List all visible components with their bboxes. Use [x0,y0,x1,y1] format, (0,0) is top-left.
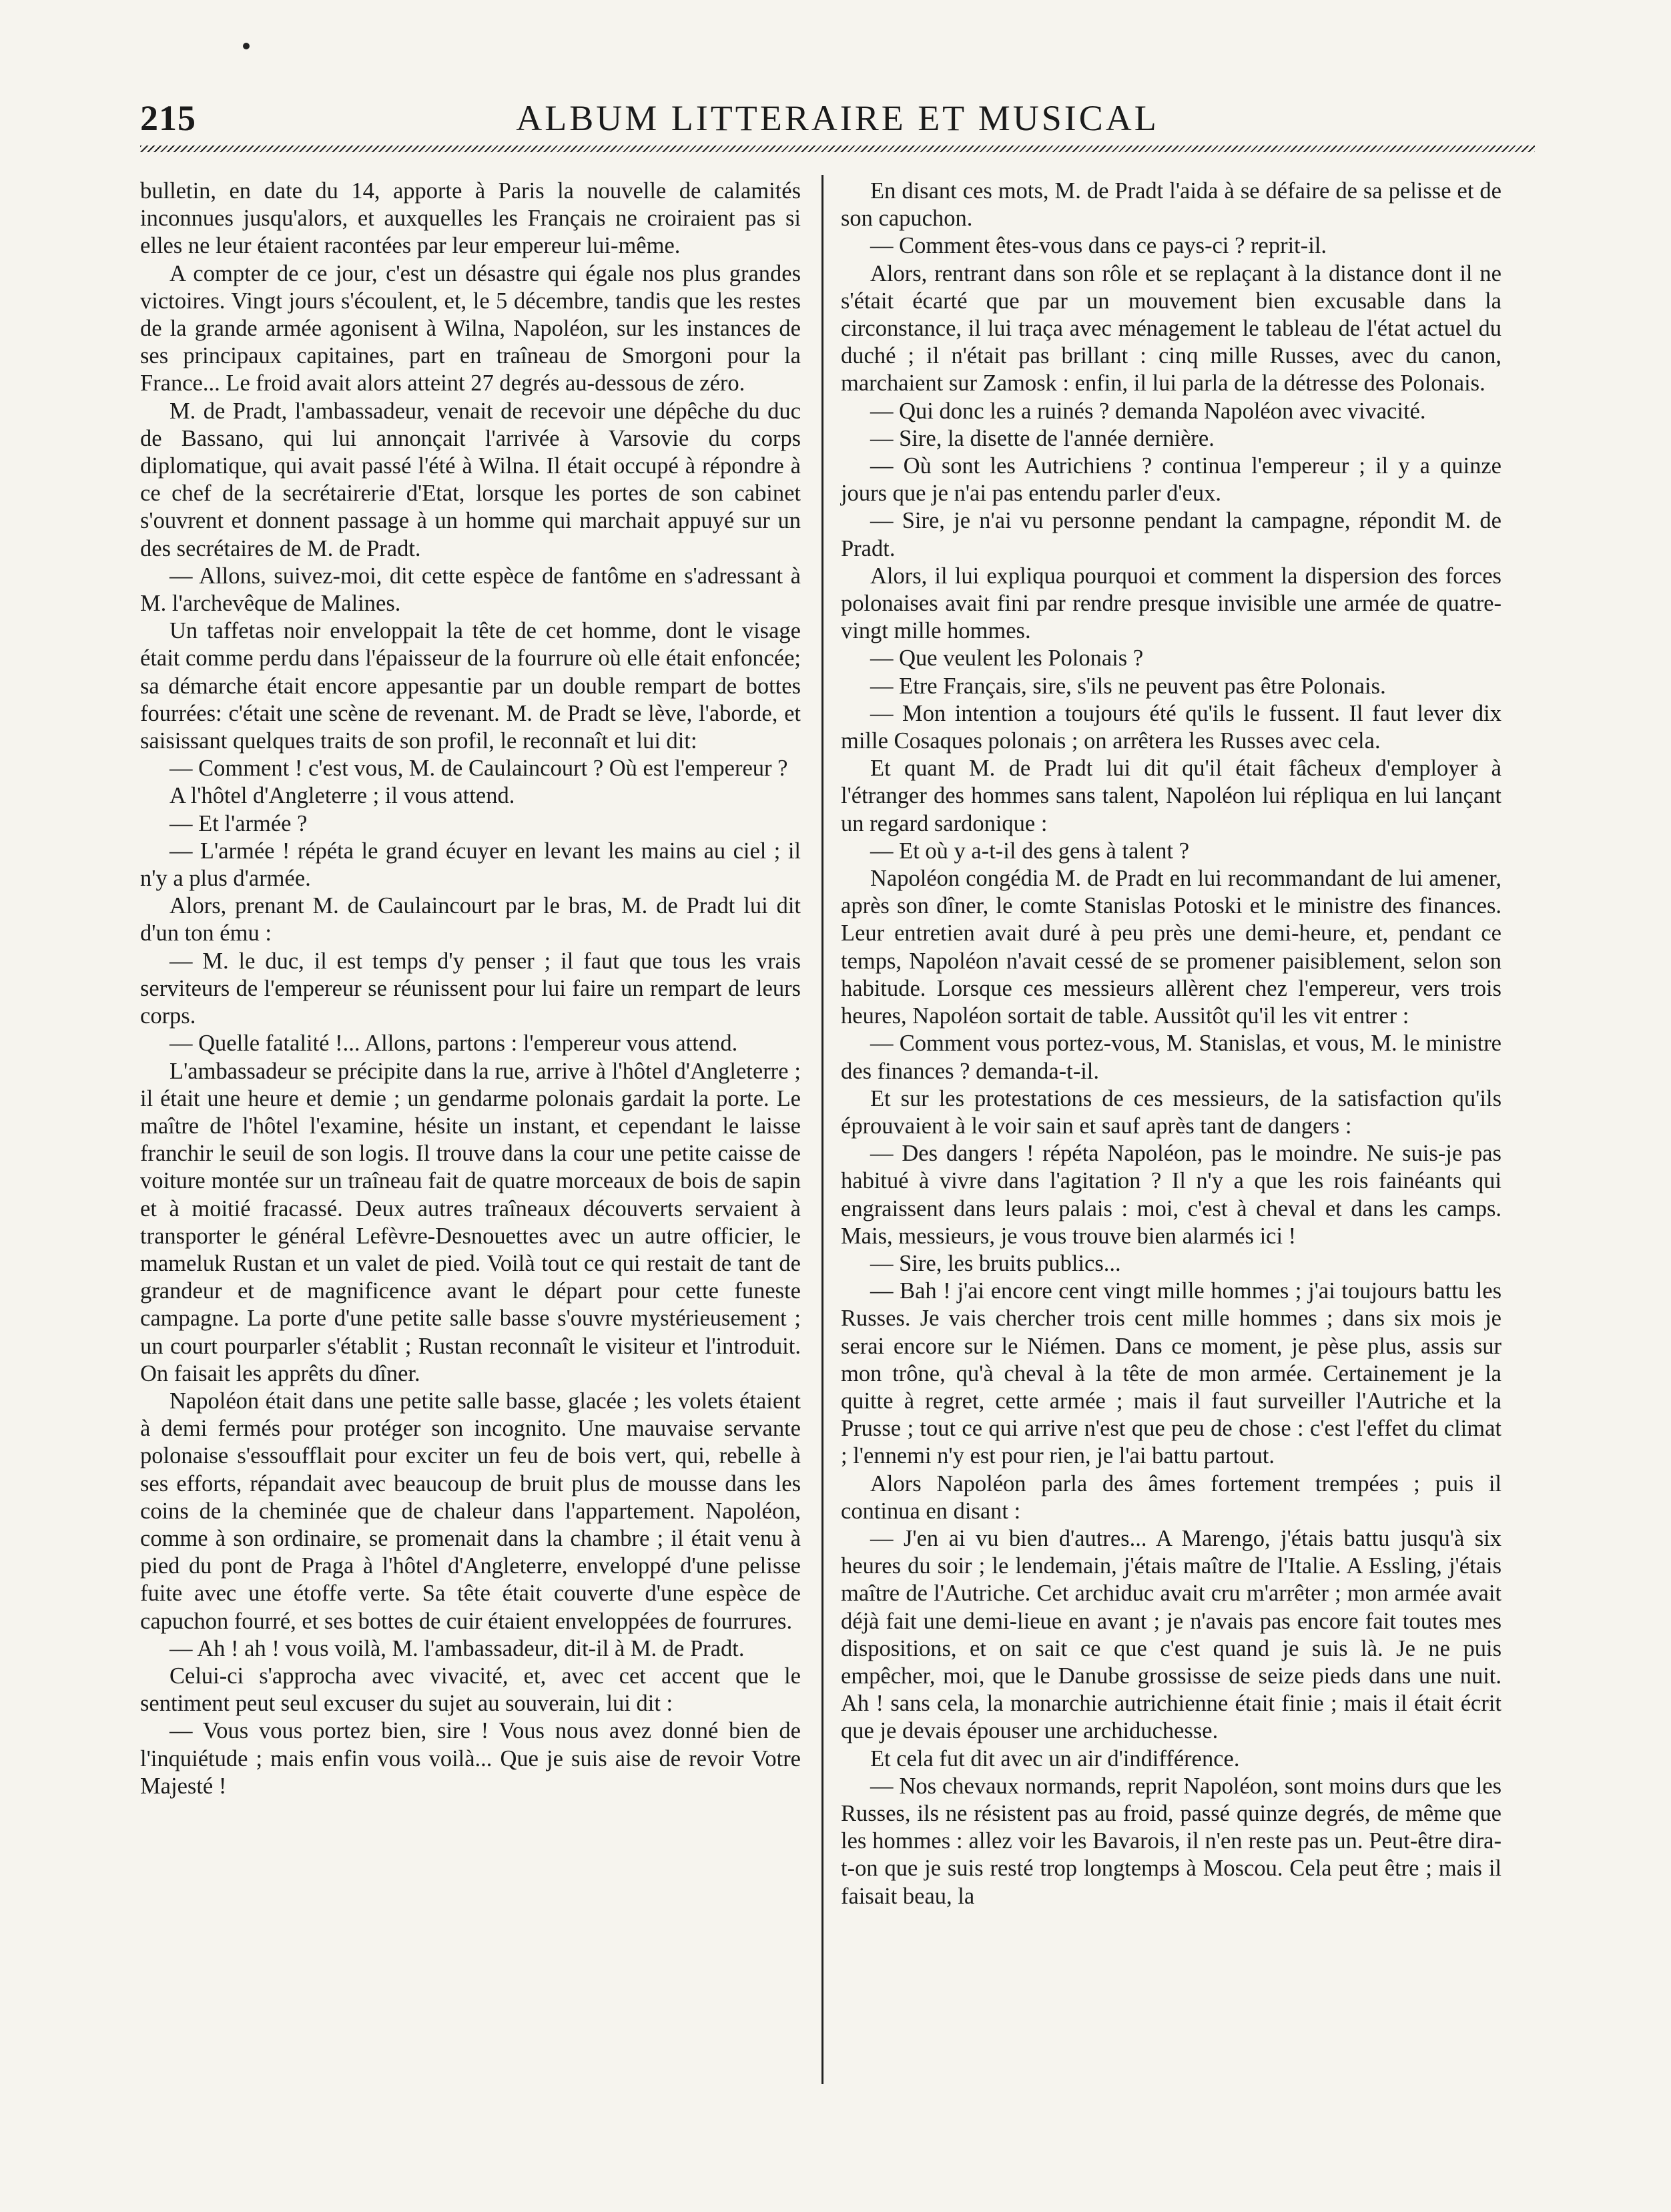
paragraph: — L'armée ! répéta le grand écuyer en levant les mains au ciel ; il n'y a plus d'armée. [140,838,801,892]
right-column [841,178,1501,1910]
paragraph: A compter de ce jour, c'est un désastre qui égale nos plus grandes victoires. Vingt jours s'écoulent, et, le 5 décembre, tandis que les restes de la grande armée agonisent à Wilna, Napoléon, sur les instances de ses principaux capitaines, part en traîneau de Smorgoni pour la France... Le froid avait alors atteint 27 degrés au-dessous de zéro. [140,260,801,396]
paragraph: Alors, rentrant dans son rôle et se replaçant à la distance dont il ne s'était écarté que par un mouvement bien excusable dans la circonstance, il lui traça avec ménagement le tableau de l'état actuel du duché ; il n'était pas brillant : cinq mille Russes, avec du canon, marchaient sur Zamosk : enfin, il lui parla de la détresse des Polonais. [841,260,1501,396]
paragraph: — Mon intention a toujours été qu'ils le fussent. Il faut lever dix mille Cosaques polonais ; on arrêtera les Russes avec cela. [841,700,1501,754]
paragraph: Alors, prenant M. de Caulaincourt par le bras, M. de Pradt lui dit d'un ton ému : [140,893,801,946]
paragraph: Napoléon était dans une petite salle basse, glacée ; les volets étaient à demi fermés pour protéger son incognito. Une mauvaise servante polonaise s'essoufflait pour exciter un feu de bois vert, qui, rebelle à ses efforts, répandait avec beaucoup de bruit plus de mousse dans les coins de la cheminée que de chaleur dans l'appartement. Napoléon, comme à son ordinaire, se promenait dans la chambre ; il était venu à pied du pont de Praga à l'hôtel d'Angleterre, enveloppé d'une pelisse fuite avec une étoffe verte. Sa tête était couverte d'une espèce de capuchon fourré, et ses bottes de cuir étaient enveloppées de fourrures. [140,1388,801,1634]
paragraph: — Quelle fatalité !... Allons, partons : l'empereur vous attend. [170,1031,738,1057]
paragraph: — Et l'armée ? [170,810,308,836]
paragraph: Alors Napoléon parla des âmes fortement trempées ; puis il continua en disant : [841,1470,1501,1524]
ink-dot [243,43,250,49]
paragraph: — Comment êtes-vous dans ce pays-ci ? reprit-il. [870,233,1327,259]
paragraph: Un taffetas noir enveloppait la tête de cet homme, dont le visage était comme perdu dans l'épaisseur de la fourrure où elle était enfoncée; sa démarche était encore appesantie par un double rempart de bottes fourrées: c'était une scène de revenant. M. de Pradt se lève, l'aborde, et saisissant quelques traits de son profil, le reconnaît et lui dit: [140,618,801,754]
paragraph: — Où sont les Autrichiens ? continua l'empereur ; il y a quinze jours que je n'ai pas entendu parler d'eux. [841,453,1501,507]
paragraph: M. de Pradt, l'ambassadeur, venait de recevoir une dépêche du duc de Bassano, qui lui annonçait l'arrivée à Varsovie du corps diplomatique, qui avait passé l'été à Wilna. Il était occupé à répondre à ce chef de la secrétairerie d'Etat, lorsque les portes de son cabinet s'ouvrent et donnent passage à un homme qui marchait appuyé sur un des secrétaires de M. de Pradt. [140,398,801,561]
paragraph: — Et où y a-t-il des gens à talent ? [870,838,1190,864]
paragraph: — Vous vous portez bien, sire ! Vous nous avez donné bien de l'inquiétude ; mais enfin vous voilà... Que je suis aise de revoir Votre Majesté ! [140,1718,801,1799]
paragraph: bulletin, en date du 14, apporte à Paris la nouvelle de calamités inconnues jusqu'alors, et auxquelles les Français ne croiraient pas si elles ne leur étaient racontées par leur empereur lui-même. [140,178,801,259]
paragraph: — Sire, les bruits publics... [870,1250,1121,1276]
paragraph: — Sire, je n'ai vu personne pendant la campagne, répondit M. de Pradt. [841,508,1501,561]
paragraph: Celui-ci s'approcha avec vivacité, et, avec cet accent que le sentiment peut seul excuser du sujet au souverain, lui dit : [140,1663,801,1717]
paragraph: — Bah ! j'ai encore cent vingt mille hommes ; j'ai toujours battu les Russes. Je vais chercher trois cent mille hommes ; dans six mois je serai encore sur le Niémen. Dans ce moment, je pèse plus, assis sur mon trône, qu'à cheval à la tête de mon armée. Certainement je la quitte à regret, cette armée ; mais il faut surveiller l'Autriche et la Prusse ; tout ce qui arrive n'est que peu de chose : c'est l'effet du climat ; l'ennemi n'y est pour rien, je l'ai battu partout. [841,1278,1501,1469]
paragraph: — Allons, suivez-moi, dit cette espèce de fantôme en s'adressant à M. l'archevêque de Malines. [140,563,801,617]
paragraph: — Que veulent les Polonais ? [870,645,1144,671]
paragraph: — Comment ! c'est vous, M. de Caulaincourt ? Où est l'empereur ? [170,756,788,782]
paragraph: — Qui donc les a ruinés ? demanda Napoléon avec vivacité. [870,398,1426,424]
page-number: 215 [140,98,196,138]
paragraph: — Etre Français, sire, s'ils ne peuvent pas être Polonais. [870,673,1386,699]
paragraph: — Sire, la disette de l'année dernière. [870,425,1215,451]
header-rule [140,146,1535,152]
paragraph: Et cela fut dit avec un air d'indifférence. [870,1745,1240,1771]
paragraph: — Comment vous portez-vous, M. Stanislas, et vous, M. le ministre des finances ? demanda-t-il. [841,1031,1501,1084]
column-divider [821,175,823,2084]
paragraph: A l'hôtel d'Angleterre ; il vous attend. [170,783,515,809]
running-title: ALBUM LITTERAIRE ET MUSICAL [516,98,1159,138]
paragraph: — M. le duc, il est temps d'y penser ; il faut que tous les vrais serviteurs de l'empereur se réunissent pour lui faire un rempart de leurs corps. [140,948,801,1029]
paragraph: — Ah ! ah ! vous voilà, M. l'ambassadeur, dit-il à M. de Pradt. [170,1635,745,1661]
paragraph: Et quant M. de Pradt lui dit qu'il était fâcheux d'employer à l'étranger des hommes sans talent, Napoléon lui répliqua en lui lançant un regard sardonique : [841,756,1501,836]
paragraph: — J'en ai vu bien d'autres... A Marengo, j'étais battu jusqu'à six heures du soir ; le lendemain, j'étais maître de l'Italie. A Essling, j'étais maître de l'Autriche. Cet archiduc avait cru m'arrêter ; mon armée avait déjà fait une demi-lieue en avant ; je n'avais pas encore fait toutes mes dispositions, et on sait ce que c'est quand je suis là. Je ne puis empêcher, moi, que le Danube grossisse de seize pieds dans une nuit. Ah ! sans cela, la monarchie autrichienne était finie ; mais il était écrit que je devais épouser une archiduchesse. [841,1525,1501,1744]
paragraph: — Nos chevaux normands, reprit Napoléon, sont moins durs que les Russes, ils ne résistent pas au froid, passé quinze degrés, de même que les hommes : allez voir les Bavarois, il n'en reste pas un. Peut-être dira-t-on que je suis resté trop longtemps à Moscou. Cela peut être ; mais il faisait beau, la [841,1773,1501,1909]
page-header [140,97,1535,144]
paragraph: L'ambassadeur se précipite dans la rue, arrive à l'hôtel d'Angleterre ; il était une heure et demie ; un gendarme polonais gardait la porte. Le maître de l'hôtel l'examine, hésite un instant, et cependant le laisse franchir le seuil de son logis. Il trouve dans la cour une petite caisse de voiture montée sur un traîneau fait de quatre morceaux de bois de sapin et à moitié fracassé. Deux autres traîneaux découverts servaient à transporter le général Lefèvre-Desnouettes avec un autre officier, le mameluk Rustan et un valet de pied. Voilà tout ce qui restait de tant de grandeur et de magnificence avant le départ pour cette funeste campagne. La porte d'une petite salle basse s'ouvre mystérieusement ; un court pourparler s'établit ; Rustan reconnaît le visiteur et l'introduit. On faisait les apprêts du dîner. [140,1058,801,1386]
paragraph: Napoléon congédia M. de Pradt en lui recommandant de lui amener, après son dîner, le comte Stanislas Potoski et le ministre des finances. Leur entretien avait duré à peu près une demi-heure, et, pendant ce temps, Napoléon n'avait cessé de se promener paisiblement, selon son habitude. Lorsque ces messieurs allèrent chez l'empereur, vers trois heures, Napoléon sortait de table. Aussitôt qu'il les vit entrer : [841,866,1501,1029]
paragraph: Alors, il lui expliqua pourquoi et comment la dispersion des forces polonaises avait fini par rendre presque invisible une armée de quatre-vingt mille hommes. [841,563,1501,644]
left-column [140,178,801,1800]
paragraph: En disant ces mots, M. de Pradt l'aida à se défaire de sa pelisse et de son capuchon. [841,178,1501,232]
paragraph: — Des dangers ! répéta Napoléon, pas le moindre. Ne suis-je pas habitué à vivre dans l'agitation ? Il n'y a que les rois fainéants qui engraissent dans leurs palais : moi, c'est à cheval et dans les camps. Mais, messieurs, je vous trouve bien alarmés ici ! [841,1141,1501,1249]
paragraph: Et sur les protestations de ces messieurs, de la satisfaction qu'ils éprouvaient à le voir sain et sauf après tant de dangers : [841,1085,1501,1139]
